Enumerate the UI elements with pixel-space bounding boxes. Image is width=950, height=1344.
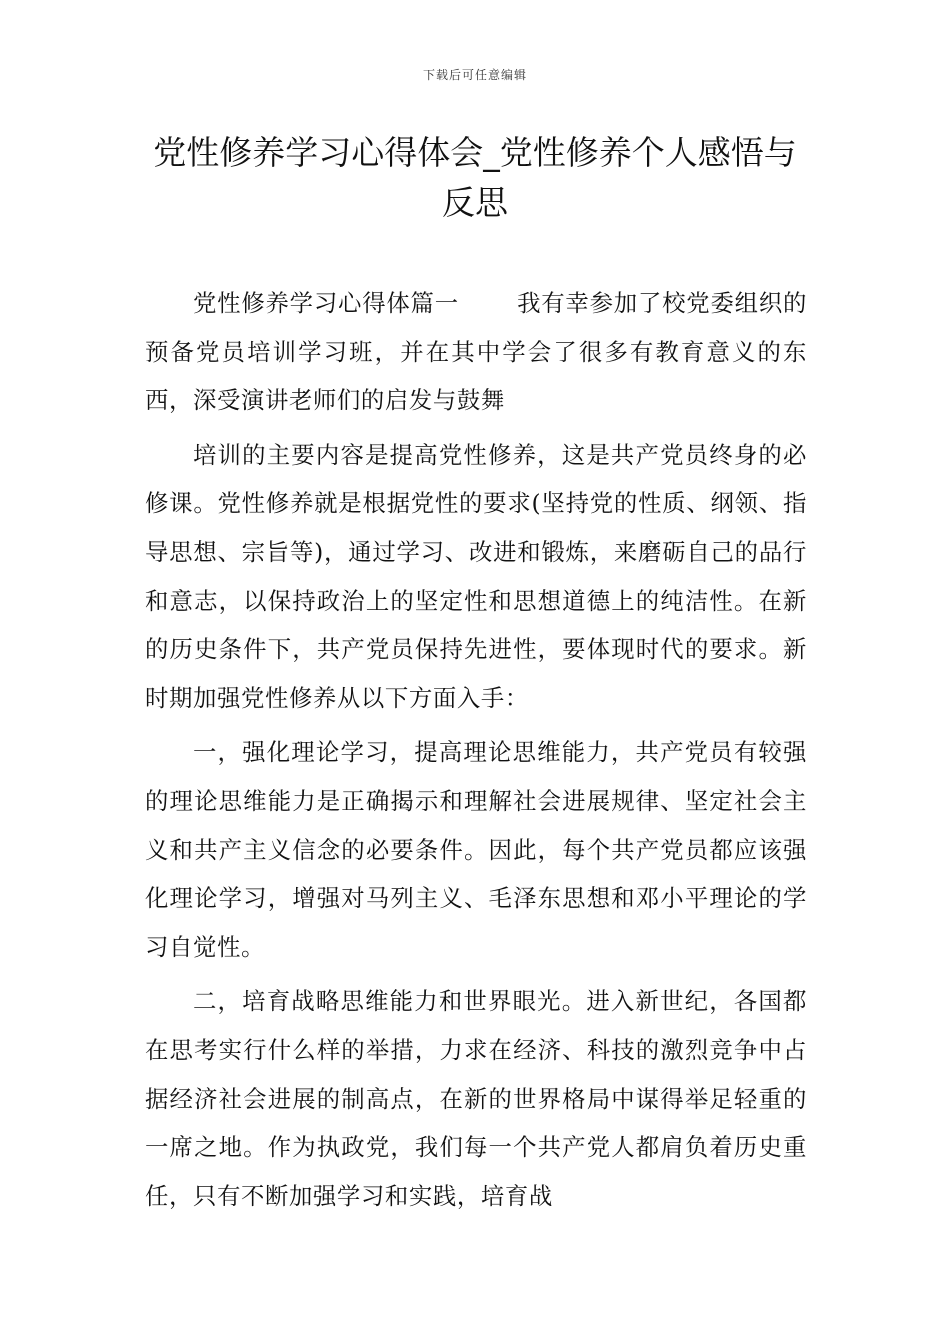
paragraph-1 xyxy=(145,279,807,425)
paragraph-4: 二，培育战略思维能力和世界眼光。进入新世纪，各国都在思考实行什么样的举措，力求在经济、科技的激烈竞争中占据经济社会进展的制高点，在新的世界格局中谋得举足轻重的一席之地。作为执政党，我们每一个共产党人都肩负着历史重任，只有不断加强学习和实践，培育战 xyxy=(145,987,807,1210)
document-body xyxy=(145,279,807,1220)
document-title: 党性修养学习心得体会_党性修养个人感悟与反思 xyxy=(153,133,797,222)
paragraph-3: 一，强化理论学习，提高理论思维能力，共产党员有较强的理论思维能力是正确揭示和理解社会进展规律、坚定社会主义和共产主义信念的必要条件。因此，每个共产党员都应该强化理论学习，增强对马列主义、毛泽东思想和邓小平理论的学习自觉性。 xyxy=(145,738,807,961)
paragraph-1-lead: 党性修养学习心得体篇一 xyxy=(192,289,459,317)
paragraph-1-text: 我有幸参加了校党委组织的预备党员培训学习班，并在其中学会了很多有教育意义的东西，深受演讲老师们的启发与鼓舞 xyxy=(145,289,807,415)
paragraph-2: 培训的主要内容是提高党性修养，这是共产党员终身的必修课。党性修养就是根据党性的要求(坚持党的性质、纲领、指导思想、宗旨等)，通过学习、改进和锻炼，来磨砺自己的品行和意志，以保持政治上的坚定性和思想道德上的纯洁性。在新的历史条件下，共产党员保持先进性，要体现时代的要求。新时期加强党性修养从以下方面入手： xyxy=(145,440,807,712)
header-note: 下载后可任意编辑 xyxy=(422,68,527,82)
